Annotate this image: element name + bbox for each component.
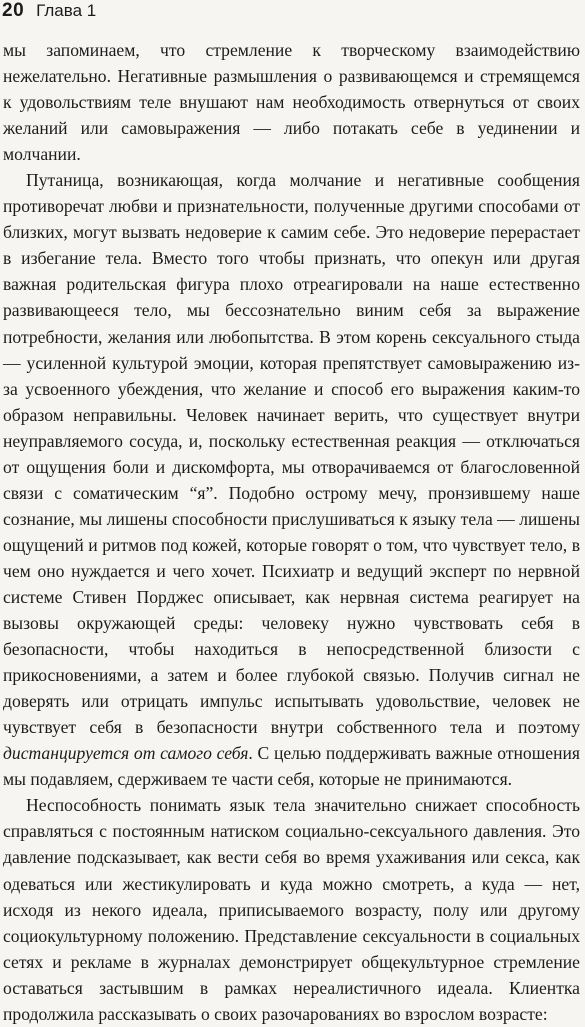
running-head [2,0,96,24]
text-run: Неспособность понимать язык тела значительно снижает способность справляться с постоянным натиском социально-сексуального давления. Это давление подсказывает, как вести себя во время ухаживания или секса, как одеваться или жестикулировать и куда можно смотреть, а куда — нет, исходя из некого идеала, приписываемого возрасту, полу или другому социокультурному положению. Представление сексуальности в социальных сетях и рекламе в журналах демонстрирует общекультурное стремление оставаться застывшим в рамках нереалистичного идеала. Клиентка продолжила рассказывать о своих разочарованиях во взрослом возрасте: [3,795,580,1024]
body-text [3,37,580,1027]
paragraph-3 [3,792,580,1026]
chapter-title: Глава 1 [36,1,97,20]
italic-run: дистанцируется от самого себя [3,743,249,764]
text-run: Путаница, возникающая, когда молчание и негативные сообщения противоречат любви и признательности, полученные другими способами от близких, могут вызвать недоверие к самим себе. Это недоверие перерастает в избегание тела. Вместо того чтобы признать, что опекун или другая важная родительская фигура плохо отреагировали на наше естественно развивающееся тело, мы бессознательно виним себя за выражение потребности, желания или любопытства. В этом корень сексуального стыда — усиленной культурой эмоции, которая препятствует самовыражению из-за усвоенного убеждения, что желание и способ его выражения каким-то образом неправильны. Человек начинает верить, что существует внутри неуправляемого сосуда, и, поскольку естественная реакция — отключаться от ощущения боли и дискомфорта, мы отворачиваемся от благословенной связи с соматическим “я”. Подобно острому мечу, пронзившему наше сознание, мы лишены способности прислушиваться к языку тела — лишены ощущений и ритмов под кожей, которые говорят о том, что чувствует тело, в чем оно нуждается и чего хочет. Психиатр и ведущий эксперт по нервной системе Стивен Порджес описывает, как нервная система реагирует на вызовы окружающей среды: человеку нужно чувствовать себя в безопасности, чтобы находиться в непосредственной близости с прикосновениями, а затем и более глубокой связью. Получив сигнал не доверять или отрицать импульс испытывать удовольствие, человек не чувствует себя в безопасности внутри собственного тела и поэтому [3,170,580,738]
page-number: 20 [2,0,25,21]
paragraph-1 [3,37,580,167]
text-run: . С целью поддерживать важные отношения мы подавляем, сдерживаем те части себя, которые не принимаются. [3,743,581,790]
text-run: мы запоминаем, что стремление к творческому взаимодействию нежелательно. Негативные размышления о развивающемся и стремящемся к удовольствиям теле внушают нам необходимость отвернуться от своих желаний или самовыражения — либо потакать себе в уединении и молчании. [3,40,580,165]
paragraph-2 [3,167,580,792]
